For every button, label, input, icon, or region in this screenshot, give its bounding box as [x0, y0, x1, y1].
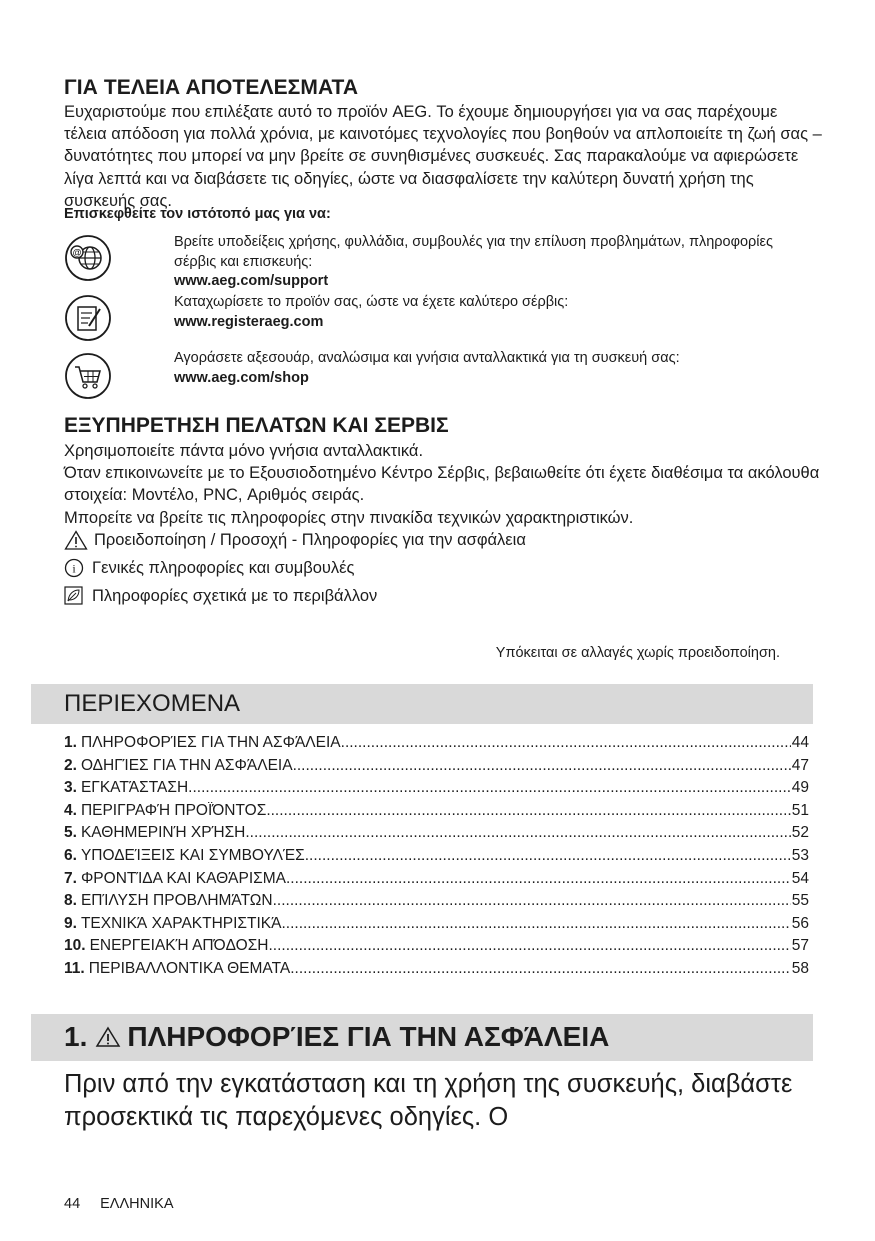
- environment-leaf-icon: [64, 586, 86, 606]
- toc-entry-page: 53: [791, 846, 809, 864]
- toc-entry-number: 1.: [64, 734, 77, 751]
- page-footer: [64, 1196, 174, 1212]
- toc-entry-page: 47: [791, 756, 809, 774]
- register-description: Καταχωρίσετε το προϊόν σας, ώστε να έχετε καλύτερο σέρβις:: [174, 294, 569, 310]
- toc-entry-8[interactable]: [64, 892, 809, 915]
- register-form-icon: [64, 294, 112, 342]
- toc-entry-7[interactable]: [64, 870, 809, 893]
- toc-entry-page: 44: [791, 734, 809, 751]
- toc-dot-leader: [293, 757, 791, 775]
- support-globe-icon: [64, 234, 112, 282]
- intro-paragraph: Ευχαριστούμε που επιλέξατε αυτό το προϊόν AEG. Το έχουμε δημιουργήσει για να σας παρέχουμε τέλεια απόδοση για πολλά χρόνια, με καινοτόμες τεχνολογίες που βοηθούν να απλοποιείτε τη ζωή σας – δυνατότητες που μπορεί να μην βρείτε σε συνηθισμένες συσκευές. Σας παρακαλούμε να αφιερώσετε λίγα λεπτά και να διαβάσετε τις οδηγίες, ώστε να διασφαλίσετε την καλύτερη δυνατή χρήση της συσκευής σας.: [64, 103, 822, 210]
- toc-entry-10[interactable]: [64, 937, 809, 960]
- warning-triangle-icon: [64, 530, 88, 550]
- toc-entry-page: 54: [791, 869, 809, 887]
- perfect-results-heading: ΓΙΑ ΤΕΛΕΙΑ ΑΠΟΤΕΛΕΣΜΑΤΑ: [64, 76, 359, 99]
- toc-dot-leader: [273, 892, 791, 910]
- legend-warning: [64, 530, 526, 550]
- toc-entry-number: 7.: [64, 869, 77, 887]
- toc-entry-page: 52: [791, 824, 809, 842]
- toc-entry-number: 9.: [64, 914, 77, 932]
- toc-entry-page: 49: [791, 779, 809, 797]
- toc-entry-number: 11.: [64, 959, 85, 977]
- toc-dot-leader: [281, 915, 790, 933]
- section-number: 1.: [64, 1021, 88, 1052]
- language-label: ΕΛΛΗΝΙΚΑ: [100, 1196, 174, 1212]
- toc-entry-title: ΤΕΧΝΙΚΆ ΧΑΡΑΚΤΗΡΙΣΤΙΚΆ: [80, 914, 282, 932]
- support-url-link[interactable]: www.aeg.com/support: [174, 273, 329, 289]
- legend-environment-text: Πληροφορίες σχετικά με το περιβάλλον: [92, 586, 378, 605]
- toc-entry-4[interactable]: [64, 802, 809, 825]
- toc-dot-leader: [188, 779, 791, 797]
- toc-entry-page: 55: [791, 892, 809, 910]
- page-number: 44: [64, 1196, 81, 1212]
- toc-entry-page: 58: [791, 959, 809, 977]
- svg-text:i: i: [72, 561, 76, 576]
- subject-to-change-note: Υπόκειται σε αλλαγές χωρίς προειδοποίηση.: [495, 645, 780, 661]
- toc-entry-title: ΦΡΟΝΤΊΔΑ ΚΑΙ ΚΑΘΆΡΙΣΜΑ: [80, 869, 286, 887]
- toc-entry-3[interactable]: [64, 779, 809, 802]
- toc-entry-2[interactable]: [64, 757, 809, 780]
- toc-entry-title: ΟΔΗΓΊΕΣ ΓΙΑ ΤΗΝ ΑΣΦΆΛΕΙΑ: [80, 756, 293, 774]
- toc-dot-leader: [286, 870, 791, 888]
- toc-entry-number: 6.: [64, 846, 77, 864]
- toc-entry-number: 8.: [64, 892, 77, 910]
- toc-entry-page: 57: [791, 937, 809, 955]
- warning-triangle-icon: [95, 1026, 121, 1048]
- toc-entry-title: ΕΠΊΛΥΣΗ ΠΡΟΒΛΗΜΆΤΩΝ: [80, 892, 273, 910]
- toc-dot-leader: [268, 937, 790, 955]
- toc-entry-6[interactable]: [64, 847, 809, 870]
- support-link-item: [174, 233, 814, 292]
- legend-info-text: Γενικές πληροφορίες και συμβουλές: [92, 558, 355, 577]
- table-of-contents: [64, 734, 809, 983]
- customer-service-heading: ΕΞΥΠΗΡΕΤΗΣΗ ΠΕΛΑΤΩΝ ΚΑΙ ΣΕΡΒΙΣ: [64, 414, 449, 437]
- toc-entry-title: ΠΕΡΙΓΡΑΦΉ ΠΡΟΪΌΝΤΟΣ: [80, 801, 267, 819]
- cs-line-1: Χρησιμοποιείτε πάντα μόνο γνήσια ανταλλακτικά.: [64, 442, 424, 460]
- toc-entry-number: 4.: [64, 801, 77, 819]
- toc-entry-11[interactable]: [64, 960, 809, 983]
- section-title: ΠΛΗΡΟΦΟΡΊΕΣ ΓΙΑ ΤΗΝ ΑΣΦΆΛΕΙΑ: [127, 1021, 610, 1052]
- section-1-heading-bar: [31, 1014, 813, 1061]
- toc-entry-9[interactable]: [64, 915, 809, 938]
- toc-dot-leader: [245, 824, 790, 842]
- register-url-link[interactable]: www.registeraeg.com: [174, 313, 324, 330]
- customer-service-text: [64, 440, 824, 529]
- toc-entry-page: 56: [791, 914, 809, 932]
- toc-dot-leader: [290, 960, 791, 978]
- legend-environment: [64, 586, 377, 606]
- toc-entry-number: 3.: [64, 779, 77, 797]
- toc-entry-page: 51: [791, 801, 809, 819]
- support-description: Βρείτε υποδείξεις χρήσης, φυλλάδια, συμβουλές για την επίλυση προβλημάτων, πληροφορίες σέρβις και επισκευής:: [174, 234, 773, 270]
- toc-entry-number: 5.: [64, 824, 77, 842]
- toc-entry-title: ΚΑΘΗΜΕΡΙΝΉ ΧΡΉΣΗ: [80, 824, 246, 842]
- contents-heading: ΠΕΡΙΕΧΟΜΕΝΑ: [64, 690, 241, 717]
- register-link-item: [174, 293, 814, 332]
- toc-entry-number: 2.: [64, 756, 77, 774]
- cs-line-2: Όταν επικοινωνείτε με το Εξουσιοδοτημένο Κέντρο Σέρβις, βεβαιωθείτε ότι έχετε διαθέσιμα τα ακόλουθα στοιχεία: Μοντέλο, PNC, Αριθμός σειράς.: [64, 464, 820, 505]
- toc-dot-leader: [341, 734, 791, 752]
- legend-warning-text: Προειδοποίηση / Προσοχή - Πληροφορίες για την ασφάλεια: [94, 530, 526, 549]
- shopping-cart-icon: [64, 352, 112, 400]
- toc-entry-title: ΠΕΡΙΒΑΛΛΟΝΤΙΚΑ ΘΕΜΑΤΑ: [88, 959, 291, 977]
- cs-line-3: Μπορείτε να βρείτε τις πληροφορίες στην πινακίδα τεχνικών χαρακτηριστικών.: [64, 508, 634, 527]
- shop-url-link[interactable]: www.aeg.com/shop: [174, 369, 309, 386]
- legend-info: [64, 558, 355, 578]
- toc-dot-leader: [266, 802, 790, 820]
- shop-description: Αγοράσετε αξεσουάρ, αναλώσιμα και γνήσια ανταλλακτικά για τη συσκευή σας:: [174, 350, 680, 366]
- toc-entry-title: ΕΓΚΑΤΆΣΤΑΣΗ: [80, 779, 189, 797]
- visit-website-label: Επισκεφθείτε τον ιστότοπό μας για να:: [64, 206, 331, 222]
- toc-entry-title: ΠΛΗΡΟΦΟΡΊΕΣ ΓΙΑ ΤΗΝ ΑΣΦΆΛΕΙΑ: [80, 734, 341, 751]
- svg-text:@: @: [72, 247, 82, 258]
- info-icon: [64, 558, 86, 578]
- toc-dot-leader: [305, 847, 791, 865]
- toc-entry-title: ΥΠΟΔΕΊΞΕΙΣ ΚΑΙ ΣΥΜΒΟΥΛΈΣ: [80, 846, 305, 864]
- shop-link-item: [174, 349, 814, 388]
- contents-heading-bar: [31, 684, 813, 724]
- toc-entry-1[interactable]: [64, 734, 809, 757]
- toc-entry-title: ΕΝΕΡΓΕΙΑΚΉ ΑΠΌΔΟΣΗ: [89, 937, 269, 955]
- toc-entry-number: 10.: [64, 937, 86, 955]
- toc-entry-5[interactable]: [64, 824, 809, 847]
- section-1-lead-text: Πριν από την εγκατάσταση και τη χρήση της συσκευής, διαβάστε προσεκτικά τις παρεχόμενες οδηγίες. Ο: [64, 1070, 793, 1131]
